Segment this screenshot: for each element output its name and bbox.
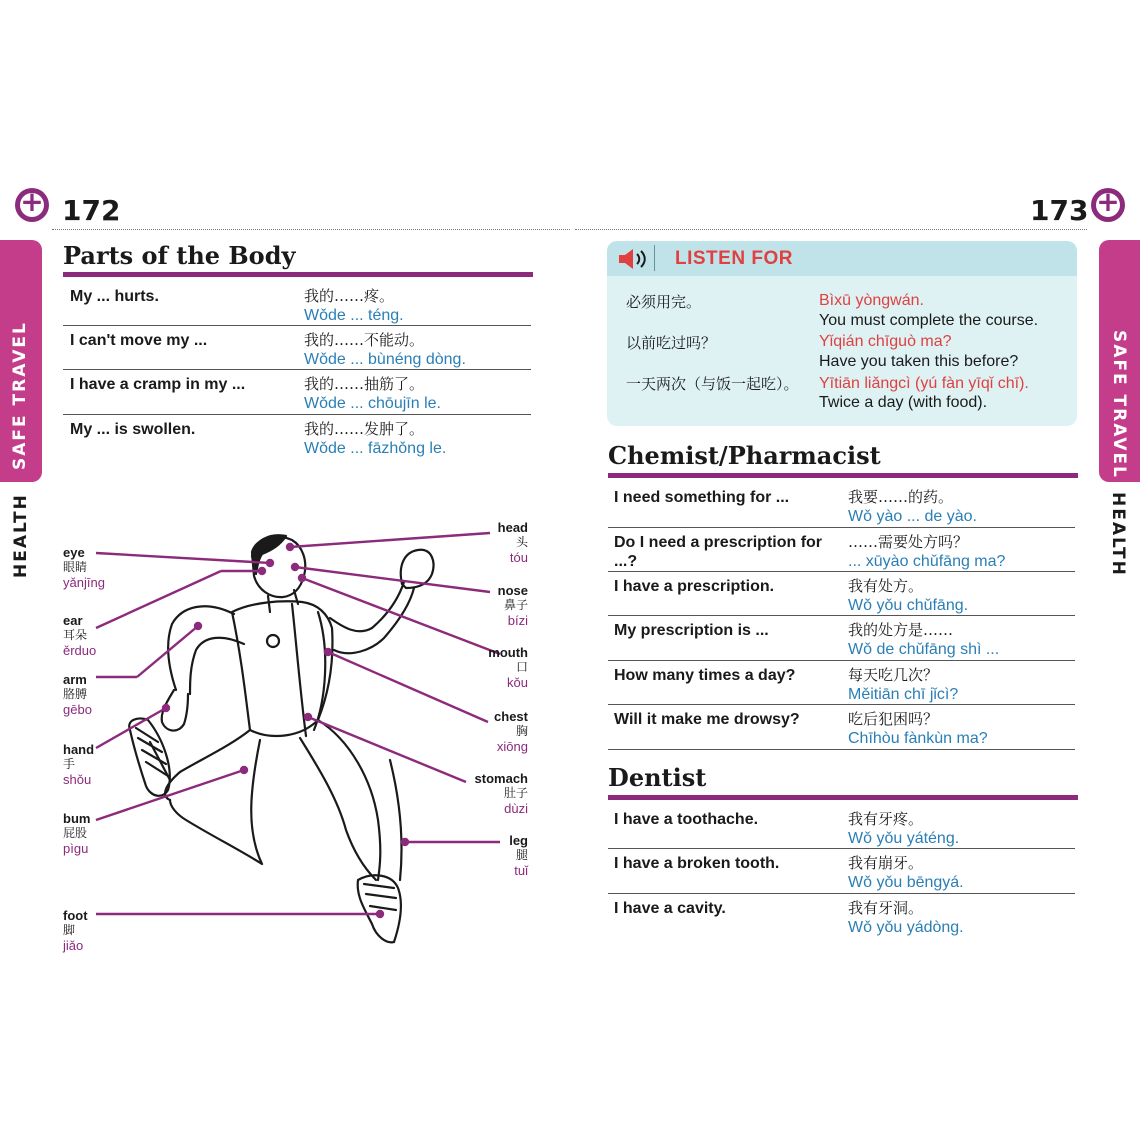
phrase-row bbox=[63, 369, 531, 415]
phrase-pinyin: Wǒ yǒu bēngyá. bbox=[848, 874, 964, 891]
phrase-chinese: 我有牙洞。 bbox=[848, 899, 924, 917]
phrase-chinese: ……需要处方吗？ bbox=[848, 533, 969, 551]
phrase-english: I can't move my ... bbox=[70, 332, 208, 349]
phrase-pinyin: Wǒde ... bùnéng dòng. bbox=[304, 351, 466, 368]
listen-for-title: LISTEN FOR bbox=[675, 248, 793, 269]
body-label-leg: leg 腿 tuǐ bbox=[509, 833, 528, 878]
side-tab-subsection-left: HEALTH bbox=[11, 493, 31, 578]
phrase-chinese: 我的……疼。 bbox=[304, 287, 395, 305]
phrase-row bbox=[608, 893, 1075, 937]
phrase-pinyin: Wǒ yǒu yáténg. bbox=[848, 830, 960, 847]
listen-english: Have you taken this before? bbox=[819, 353, 1019, 370]
section-title-parts-of-body: Parts of the Body bbox=[63, 241, 296, 270]
phrase-pinyin: Wǒ yào ... de yào. bbox=[848, 508, 977, 525]
phrase-row bbox=[63, 414, 531, 458]
body-label-hand: hand 手 shǒu bbox=[63, 742, 95, 787]
phrase-row bbox=[608, 848, 1075, 894]
phrase-row bbox=[608, 527, 1075, 572]
body-label-foot: foot 脚 jiǎo bbox=[63, 908, 88, 953]
phrase-english: Will it make me drowsy? bbox=[614, 711, 800, 728]
phrase-row bbox=[63, 281, 531, 326]
speaker-icon bbox=[617, 246, 651, 272]
phrase-english: I have a prescription. bbox=[614, 578, 775, 595]
section-rule bbox=[608, 795, 1078, 800]
phrase-chinese: 我的……发肿了。 bbox=[304, 420, 425, 438]
listen-pinyin: Yītiān liǎngcì (yú fàn yīqǐ chī). bbox=[819, 375, 1029, 392]
phrase-chinese: 我有崩牙。 bbox=[848, 854, 924, 872]
body-label-bum: bum 屁股 pìgu bbox=[63, 811, 91, 856]
section-rule bbox=[63, 272, 533, 277]
phrase-row bbox=[63, 325, 531, 370]
page-number-right: 173 bbox=[1030, 194, 1089, 227]
phrase-chinese: 我有牙疼。 bbox=[848, 810, 924, 828]
side-tab-section-left: SAFE TRAVEL bbox=[10, 321, 30, 470]
body-label-arm: arm 胳膊 gēbo bbox=[63, 672, 92, 717]
phrase-pinyin: Wǒde ... chōujīn le. bbox=[304, 395, 441, 412]
listen-chinese: 一天两次（与饭一起吃）。 bbox=[626, 375, 799, 393]
listen-chinese: 必须用完。 bbox=[626, 293, 702, 311]
phrase-pinyin: Wǒ de chǔfāng shì ... bbox=[848, 641, 1000, 658]
phrase-english: I need something for ... bbox=[614, 489, 790, 506]
phrase-english: My ... is swollen. bbox=[70, 421, 196, 438]
phrase-pinyin: Wǒde ... téng. bbox=[304, 307, 404, 324]
side-tab-subsection-right: HEALTH bbox=[1108, 492, 1128, 577]
phrase-english: Do I need a prescription for ...? bbox=[614, 534, 823, 570]
phrase-chinese: 我要……的药。 bbox=[848, 488, 954, 506]
body-label-eye: eye 眼睛 yǎnjīng bbox=[63, 545, 105, 590]
phrase-english: My prescription is ... bbox=[614, 622, 769, 639]
phrase-pinyin: Chīhòu fànkùn ma? bbox=[848, 730, 988, 747]
phrase-chinese: 我的处方是…… bbox=[848, 621, 954, 639]
section-title-dentist: Dentist bbox=[608, 763, 707, 792]
body-label-chest: chest 胸 xiōng bbox=[494, 709, 528, 754]
phrase-english: I have a cavity. bbox=[614, 900, 726, 917]
listen-english: You must complete the course. bbox=[819, 312, 1039, 329]
phrase-chinese: 我的……不能动。 bbox=[304, 331, 425, 349]
phrase-chinese: 我有处方。 bbox=[848, 577, 924, 595]
phrase-english: I have a broken tooth. bbox=[614, 855, 780, 872]
section-rule bbox=[608, 473, 1078, 478]
phrase-row bbox=[608, 804, 1075, 849]
phrase-english: My ... hurts. bbox=[70, 288, 159, 305]
phrase-pinyin: Wǒ yǒu chǔfāng. bbox=[848, 597, 969, 614]
phrase-english: I have a cramp in my ... bbox=[70, 376, 246, 393]
phrase-pinyin: Wǒ yǒu yádòng. bbox=[848, 919, 964, 936]
phrase-pinyin: Wǒde ... fāzhǒng le. bbox=[304, 440, 447, 457]
plus-circle-icon bbox=[1091, 188, 1125, 222]
plus-circle-icon bbox=[15, 188, 49, 222]
listen-pinyin: Bìxū yòngwán. bbox=[819, 292, 924, 309]
section-title-chemist: Chemist/Pharmacist bbox=[608, 441, 881, 470]
listen-for-header bbox=[607, 241, 1077, 276]
listen-english: Twice a day (with food). bbox=[819, 394, 988, 411]
listen-chinese: 以前吃过吗？ bbox=[626, 334, 717, 352]
body-label-ear: ear 耳朵 ěrduo bbox=[63, 613, 97, 658]
body-label-nose: nose 鼻子 bízi bbox=[497, 583, 528, 628]
phrase-chinese: 每天吃几次？ bbox=[848, 666, 939, 684]
phrase-row bbox=[608, 615, 1075, 661]
body-label-mouth: mouth 口 kǒu bbox=[488, 645, 528, 690]
listen-for-box bbox=[607, 241, 1077, 426]
phrase-row bbox=[608, 482, 1075, 528]
phrase-row bbox=[608, 571, 1075, 616]
phrase-english: I have a toothache. bbox=[614, 811, 759, 828]
phrase-chinese: 吃后犯困吗？ bbox=[848, 710, 939, 728]
phrase-row bbox=[608, 704, 1075, 750]
header-divider-left bbox=[52, 229, 570, 230]
header-separator bbox=[654, 245, 655, 271]
header-divider-right bbox=[575, 229, 1087, 230]
phrase-row bbox=[608, 660, 1075, 705]
phrase-pinyin: Měitiān chī jǐcì? bbox=[848, 686, 959, 703]
body-label-head: head 头 tóu bbox=[497, 520, 528, 565]
listen-pinyin: Yǐqián chīguò ma? bbox=[819, 333, 952, 350]
body-label-stomach: stomach 肚子 dùzi bbox=[474, 771, 528, 816]
phrase-pinyin: ... xūyào chǔfāng ma? bbox=[848, 553, 1006, 570]
phrase-english: How many times a day? bbox=[614, 667, 796, 684]
side-tab-section-right: SAFE TRAVEL bbox=[1109, 330, 1129, 479]
page-number-left: 172 bbox=[62, 194, 121, 227]
phrase-chinese: 我的……抽筋了。 bbox=[304, 375, 425, 393]
